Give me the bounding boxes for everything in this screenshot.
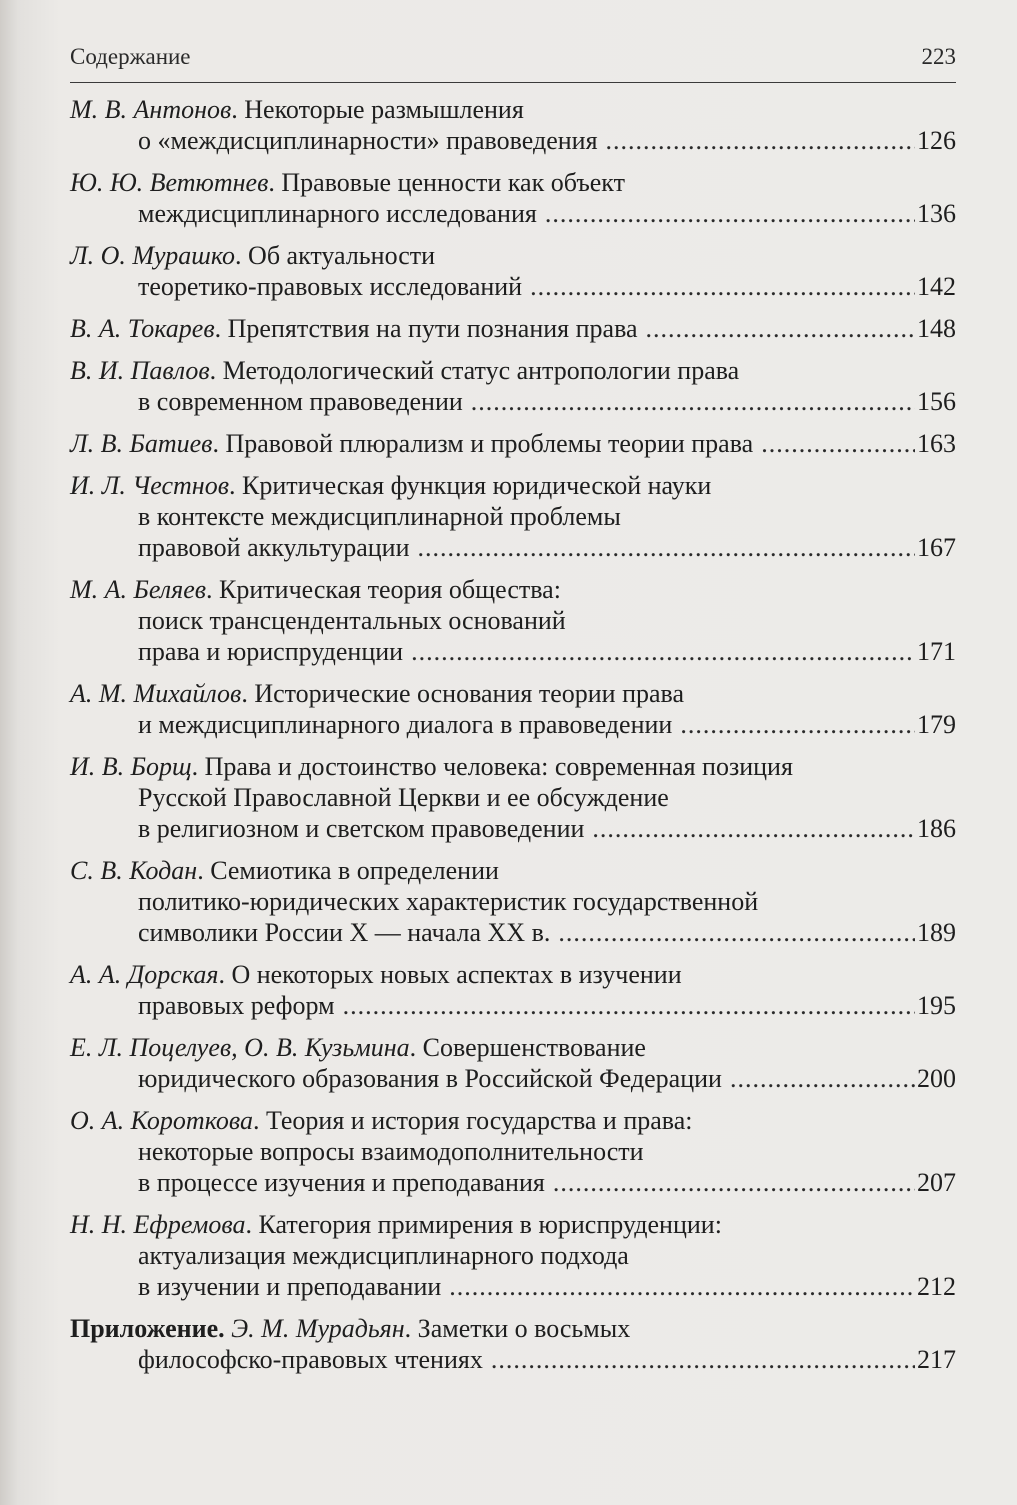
toc-entry-title: права и юриспруденции — [138, 637, 404, 666]
toc-entry — [70, 355, 956, 417]
toc-page-number: 156 — [917, 387, 956, 416]
toc-entry-last-line — [70, 1344, 956, 1375]
toc-entry-text: М. А. Беляев. Критическая теория общества: — [70, 575, 561, 604]
toc-entry-text: Н. Н. Ефремова. Категория примирения в юриспруденции: — [70, 1210, 722, 1239]
toc-entry-last-line — [70, 1167, 956, 1198]
toc-entry — [70, 574, 956, 667]
dot-leader — [553, 1167, 915, 1198]
toc-page-number: 136 — [917, 199, 956, 228]
toc-entry-title: некоторые вопросы взаимодополнительности — [138, 1137, 644, 1166]
dot-leader — [471, 386, 915, 417]
toc-entry-text — [138, 1271, 441, 1302]
toc-entry-last-line — [70, 1063, 956, 1094]
toc-entry-text — [138, 1241, 629, 1270]
toc-entry-text: А. М. Михайлов. Исторические основания теории права — [70, 679, 685, 708]
dot-leader — [343, 990, 915, 1021]
dot-leader — [761, 428, 915, 459]
toc-entry-last-line — [70, 709, 956, 740]
header-page-number: 223 — [921, 44, 956, 69]
toc-entry-title: философско-правовых чтениях — [138, 1345, 483, 1374]
toc-entry-line — [70, 751, 956, 782]
toc-entry-title: символики России X — начала XX в. — [138, 918, 551, 947]
toc-entry — [70, 1313, 956, 1375]
toc-entry — [70, 678, 956, 740]
toc-page-number: 186 — [917, 814, 956, 843]
dot-leader — [558, 917, 915, 948]
toc-entry-title: Об актуальности — [248, 241, 436, 270]
dot-leader — [680, 709, 915, 740]
toc-entry-title: Правовой плюрализм и проблемы теории права — [225, 429, 754, 458]
dot-leader — [491, 1344, 915, 1375]
toc-entry-author: О. А. Короткова — [70, 1106, 253, 1135]
toc-page-number: 179 — [917, 710, 956, 739]
toc-entry-prefix: Приложение. — [70, 1314, 225, 1343]
toc-page-number: 167 — [917, 533, 956, 562]
toc-entry-line — [70, 1105, 956, 1136]
toc-entry-author: А. А. Дорская — [70, 960, 219, 989]
toc-entry-author: В. И. Павлов — [70, 356, 210, 385]
toc-entry-title: правовых реформ — [138, 991, 335, 1020]
toc-entry-title: междисциплинарного исследования — [138, 199, 537, 228]
toc-entry — [70, 428, 956, 459]
toc-entry-text: С. В. Кодан. Семиотика в определении — [70, 856, 499, 885]
toc-entry-line — [70, 240, 956, 271]
toc-page-number: 163 — [917, 429, 956, 458]
toc-entry-text — [138, 1063, 722, 1094]
dot-leader — [592, 813, 915, 844]
toc-entry-last-line — [70, 636, 956, 667]
toc-entry-text — [138, 887, 758, 916]
header-title: Содержание — [70, 44, 191, 69]
toc-entry-last-line — [70, 917, 956, 948]
toc-entry-last-line — [70, 125, 956, 156]
toc-entry-text: Приложение. Э. М. Мурадьян. Заметки о восьмых — [70, 1314, 631, 1343]
toc-entry-line — [70, 355, 956, 386]
header-rule — [70, 82, 956, 83]
toc-entry-title: правовой аккультурации — [138, 533, 410, 562]
toc-entry-last-line — [70, 990, 956, 1021]
toc-entry-author: Е. Л. Поцелуев, О. В. Кузьмина — [70, 1033, 410, 1062]
toc-entry-title: теоретико-правовых исследований — [138, 272, 523, 301]
toc-entry-text — [138, 198, 537, 229]
toc-entry — [70, 240, 956, 302]
toc-entry-line — [70, 94, 956, 125]
toc-entry-text: Л. О. Мурашко. Об актуальности — [70, 241, 436, 270]
toc-entry-text: А. А. Дорская. О некоторых новых аспектах в изучении — [70, 960, 682, 989]
dot-leader — [545, 198, 915, 229]
toc-entry-title: в процессе изучения и преподавания — [138, 1168, 545, 1197]
toc-entry-line — [70, 1032, 956, 1063]
toc-entry-author: М. В. Антонов — [70, 95, 232, 124]
toc-entry-author: Э. М. Мурадьян — [231, 1314, 405, 1343]
toc-entry-line — [70, 959, 956, 990]
dot-leader — [730, 1063, 915, 1094]
dot-leader — [530, 271, 915, 302]
toc-page-number: 189 — [917, 918, 956, 947]
toc-entry-text — [138, 386, 463, 417]
toc-entry-title: О некоторых новых аспектах в изучении — [231, 960, 682, 989]
toc-entry — [70, 313, 956, 344]
toc-entry-text — [138, 917, 550, 948]
toc-entry-title: политико-юридических характеристик государственной — [138, 887, 759, 916]
toc-entry-title: Заметки о восьмых — [417, 1314, 631, 1343]
toc-entry-title: в религиозном и светском правоведении — [138, 814, 585, 843]
toc-entry-line — [70, 167, 956, 198]
toc-entry — [70, 470, 956, 563]
toc-page-number: 217 — [917, 1345, 956, 1374]
toc-entry-line — [70, 470, 956, 501]
toc-entry-author: Л. В. Батиев — [70, 429, 213, 458]
toc-entry — [70, 167, 956, 229]
toc-entry-text — [138, 271, 522, 302]
toc-entry-title: Семиотика в определении — [210, 856, 499, 885]
toc-entry-text — [138, 709, 672, 740]
toc-page-number: 142 — [917, 272, 956, 301]
toc-entry — [70, 1209, 956, 1302]
toc-entry-title: Критическая теория общества: — [219, 575, 561, 604]
toc-entry-last-line — [70, 386, 956, 417]
dot-leader — [646, 313, 915, 344]
toc-entry-last-line — [70, 813, 956, 844]
toc-entry — [70, 1105, 956, 1198]
toc-entry-author: И. В. Борщ — [70, 752, 192, 781]
toc-entry-author: А. М. Михайлов — [70, 679, 242, 708]
toc-entry-line — [70, 855, 956, 886]
toc-entry-line — [70, 1209, 956, 1240]
toc-entry-author: В. А. Токарев — [70, 314, 215, 343]
toc-entry — [70, 1032, 956, 1094]
toc-entry-author: С. В. Кодан — [70, 856, 198, 885]
toc-entry-line — [70, 782, 956, 813]
dot-leader — [411, 636, 915, 667]
toc-entry-text — [138, 502, 621, 531]
toc-entry-author: И. Л. Честнов — [70, 471, 229, 500]
toc-entry-title: Препятствия на пути познания права — [227, 314, 638, 343]
toc-entry-text — [138, 990, 335, 1021]
toc-entry-title: Совершенствование — [422, 1033, 646, 1062]
toc-entry-author: Л. О. Мурашко — [70, 241, 236, 270]
toc-entry-title: в современном правоведении — [138, 387, 463, 416]
toc-entry-author: М. А. Беляев — [70, 575, 207, 604]
toc-entry-last-line — [70, 428, 956, 459]
toc-page-number: 212 — [917, 1272, 956, 1301]
toc-entry-text: Л. В. Батиев. Правовой плюрализм и проблемы теории права — [70, 429, 754, 458]
toc-entry-author: Н. Н. Ефремова — [70, 1210, 246, 1239]
toc-entry-text — [138, 813, 584, 844]
toc-entry-title: поиск трансцендентальных оснований — [138, 606, 566, 635]
toc-entry-line — [70, 678, 956, 709]
toc-entry-title: Некоторые размышления — [244, 95, 524, 124]
table-of-contents — [70, 94, 956, 1386]
toc-entry-text: Ю. Ю. Ветютнев. Правовые ценности как объект — [70, 168, 625, 197]
running-header — [70, 44, 956, 70]
toc-entry-title: юридического образования в Российской Федерации — [138, 1064, 722, 1093]
dot-leader — [449, 1271, 915, 1302]
toc-entry-line — [70, 1136, 956, 1167]
toc-entry-last-line — [70, 1271, 956, 1302]
toc-entry-text — [138, 636, 403, 667]
toc-entry-title: в изучении и преподавании — [138, 1272, 442, 1301]
toc-page-number: 171 — [917, 637, 956, 666]
toc-entry-text: О. А. Короткова. Теория и история государства и права: — [70, 1106, 693, 1135]
toc-entry-title: и междисциплинарного диалога в правоведении — [138, 710, 673, 739]
toc-page-number: 195 — [917, 991, 956, 1020]
toc-entry-title: в контексте междисциплинарной проблемы — [138, 502, 621, 531]
toc-entry-title: Критическая функция юридической науки — [242, 471, 712, 500]
toc-entry-text: М. В. Антонов. Некоторые размышления — [70, 95, 524, 124]
toc-entry-line — [70, 574, 956, 605]
toc-entry-title: о «междисциплинарности» правоведения — [138, 126, 598, 155]
toc-entry — [70, 94, 956, 156]
toc-entry-text: И. Л. Честнов. Критическая функция юридической науки — [70, 471, 712, 500]
toc-page-number: 200 — [917, 1064, 956, 1093]
toc-entry-text — [138, 532, 410, 563]
toc-entry-title: Права и достоинство человека: современная позиция — [204, 752, 793, 781]
toc-entry-title: Русской Православной Церкви и ее обсуждение — [138, 783, 669, 812]
toc-entry — [70, 959, 956, 1021]
toc-entry-text — [138, 1167, 545, 1198]
toc-entry-text — [138, 606, 566, 635]
toc-entry-text — [138, 783, 669, 812]
toc-entry-line — [70, 1240, 956, 1271]
toc-page-number: 207 — [917, 1168, 956, 1197]
toc-entry-text: В. И. Павлов. Методологический статус антропологии права — [70, 356, 740, 385]
dot-leader — [606, 125, 915, 156]
toc-entry-text — [138, 1344, 483, 1375]
toc-entry — [70, 751, 956, 844]
toc-entry-author: Ю. Ю. Ветютнев — [70, 168, 269, 197]
toc-entry-title: Категория примирения в юриспруденции: — [258, 1210, 722, 1239]
toc-entry-last-line — [70, 532, 956, 563]
toc-entry-title: Теория и история государства и права: — [266, 1106, 693, 1135]
toc-entry — [70, 855, 956, 948]
toc-entry-title: Исторические основания теории права — [254, 679, 685, 708]
toc-entry-title: Правовые ценности как объект — [281, 168, 625, 197]
dot-leader — [418, 532, 915, 563]
toc-entry-last-line — [70, 313, 956, 344]
toc-entry-line — [70, 501, 956, 532]
toc-entry-text: В. А. Токарев. Препятствия на пути познания права — [70, 314, 638, 343]
toc-entry-title: Методологический статус антропологии права — [222, 356, 740, 385]
toc-entry-text — [138, 125, 598, 156]
toc-entry-text: И. В. Борщ. Права и достоинство человека: современная позиция — [70, 752, 793, 781]
toc-entry-text: Е. Л. Поцелуев, О. В. Кузьмина. Совершенствование — [70, 1033, 646, 1062]
toc-entry-title: актуализация междисциплинарного подхода — [138, 1241, 629, 1270]
toc-entry-line — [70, 605, 956, 636]
toc-entry-line — [70, 886, 956, 917]
toc-entry-last-line — [70, 271, 956, 302]
toc-entry-text — [138, 1137, 644, 1166]
toc-entry-last-line — [70, 198, 956, 229]
toc-page-number: 126 — [917, 126, 956, 155]
toc-page-number: 148 — [917, 314, 956, 343]
toc-entry-line — [70, 1313, 956, 1344]
